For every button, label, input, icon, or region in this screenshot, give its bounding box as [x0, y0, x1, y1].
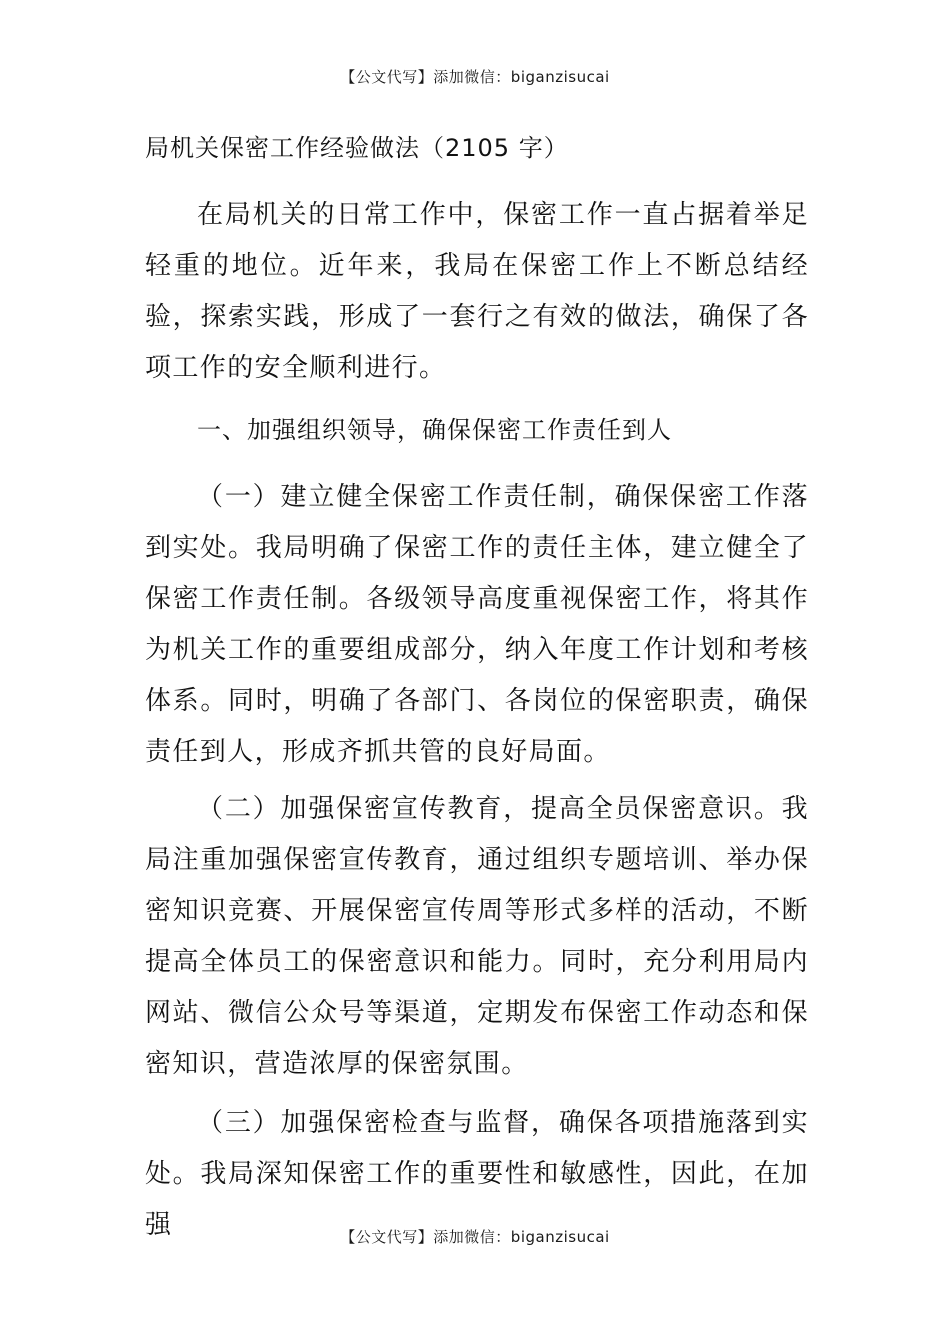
document-title: 局机关保密工作经验做法（2105 字）: [145, 134, 569, 162]
section-heading: 一、加强组织领导，确保保密工作责任到人: [197, 416, 672, 444]
page-footer: 【公文代写】添加微信：biganzisucai: [340, 1228, 610, 1246]
body-paragraph: （一）建立健全保密工作责任制，确保保密工作落到实处。我局明确了保密工作的责任主体，建立健全了保密工作责任制。各级领导高度重视保密工作，将其作为机关工作的重要组成部分，纳入年度工作计划和考核体系。同时，明确了各部门、各岗位的保密职责，确保责任到人，形成齐抓共管的良好局面。: [145, 482, 809, 767]
body-paragraph: （二）加强保密宣传教育，提高全员保密意识。我局注重加强保密宣传教育，通过组织专题培训、举办保密知识竞赛、开展保密宣传周等形式多样的活动，不断提高全体员工的保密意识和能力。同时，充分利用局内网站、微信公众号等渠道，定期发布保密工作动态和保密知识，营造浓厚的保密氛围。: [145, 794, 809, 1079]
intro-paragraph: 在局机关的日常工作中，保密工作一直占据着举足轻重的地位。近年来，我局在保密工作上不断总结经验，探索实践，形成了一套行之有效的做法，确保了各项工作的安全顺利进行。: [145, 200, 809, 383]
body-paragraph: （三）加强保密检查与监督，确保各项措施落到实处。我局深知保密工作的重要性和敏感性，因此，在加强: [145, 1108, 809, 1240]
page-header: 【公文代写】添加微信：biganzisucai: [340, 68, 610, 86]
